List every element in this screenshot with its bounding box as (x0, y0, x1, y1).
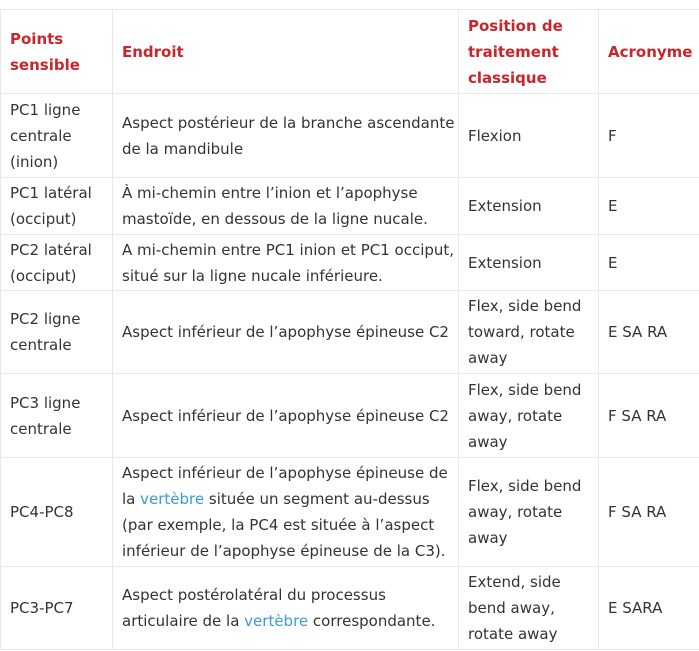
cell-point: PC2 ligne centrale (1, 291, 113, 374)
points-table (0, 9, 699, 650)
cell-position: Extension (459, 178, 599, 235)
cell-point: PC3-PC7 (1, 567, 113, 650)
table-row (1, 567, 699, 650)
cell-position: Extend, side bend away, rotate away (459, 567, 599, 650)
endroit-text-before: Aspect postérolatéral du processus articulaire de la (122, 586, 386, 630)
header-acronyme: Acronyme (599, 10, 699, 94)
cell-endroit: A mi-chemin entre PC1 inion et PC1 occiput, situé sur la ligne nucale inférieure. (113, 235, 459, 291)
cell-position: Extension (459, 235, 599, 291)
cell-point: PC2 latéral (occiput) (1, 235, 113, 291)
header-position: Position de traitement classique (459, 10, 599, 94)
vertebre-link[interactable]: vertèbre (244, 612, 309, 630)
table-row (1, 291, 699, 374)
cell-endroit: À mi-chemin entre l’inion et l’apophyse mastoïde, en dessous de la ligne nucale. (113, 178, 459, 235)
cell-point: PC4-PC8 (1, 458, 113, 567)
cell-point: PC1 ligne centrale (inion) (1, 94, 113, 178)
cell-acronyme: E (599, 235, 699, 291)
cell-endroit: Aspect postérieur de la branche ascendante de la mandibule (113, 94, 459, 178)
cell-acronyme: E (599, 178, 699, 235)
table-row (1, 374, 699, 458)
header-row (1, 10, 699, 94)
endroit-text-after: située un segment au-dessus (par exemple, la PC4 est située à l’aspect inférieur de l’apophyse épineuse de la C3). (122, 490, 446, 560)
table-row (1, 458, 699, 567)
cell-endroit (113, 458, 459, 567)
table-row (1, 178, 699, 235)
table-row (1, 235, 699, 291)
header-endroit: Endroit (113, 10, 459, 94)
endroit-text-after: correspondante. (308, 612, 436, 630)
cell-acronyme: E SARA (599, 567, 699, 650)
cell-position: Flex, side bend away, rotate away (459, 458, 599, 567)
table-row (1, 94, 699, 178)
header-points: Points sensible (1, 10, 113, 94)
cell-acronyme: F SA RA (599, 458, 699, 567)
cell-position: Flex, side bend away, rotate away (459, 374, 599, 458)
cell-endroit: Aspect inférieur de l’apophyse épineuse C2 (113, 291, 459, 374)
cell-position: Flexion (459, 94, 599, 178)
cell-point: PC1 latéral (occiput) (1, 178, 113, 235)
cell-endroit (113, 567, 459, 650)
endroit-text-before: Aspect inférieur de l’apophyse épineuse de la (122, 464, 448, 508)
cell-acronyme: F (599, 94, 699, 178)
cell-acronyme: F SA RA (599, 374, 699, 458)
cell-endroit: Aspect inférieur de l’apophyse épineuse C2 (113, 374, 459, 458)
cell-acronyme: E SA RA (599, 291, 699, 374)
cell-point: PC3 ligne centrale (1, 374, 113, 458)
cell-position: Flex, side bend toward, rotate away (459, 291, 599, 374)
vertebre-link[interactable]: vertèbre (140, 490, 205, 508)
